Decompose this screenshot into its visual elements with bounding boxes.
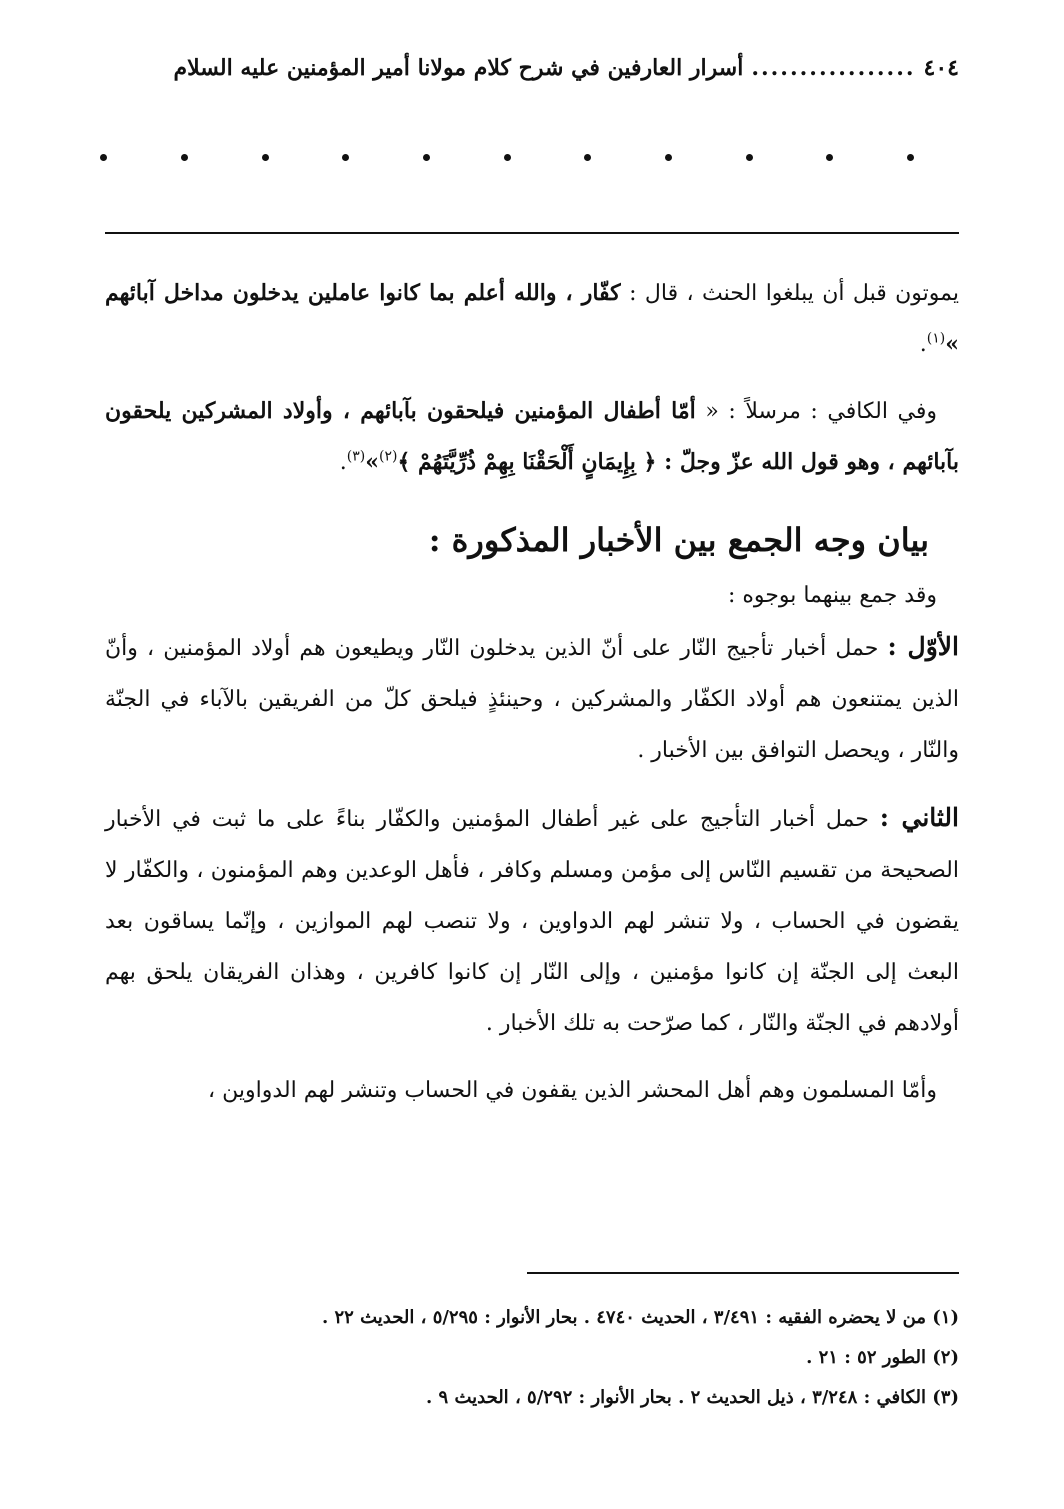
separator-dot <box>746 154 753 161</box>
header-title: أسرار العارفين في شرح كلام مولانا أمير المؤمنين عليه السلام <box>173 55 744 81</box>
continuation-paragraph: يموتون قبل أن يبلغوا الحنث ، قال : كفّار ، والله أعلم بما كانوا عاملين يدخلون مداخل آبائهم »$^{(١)}$. <box>105 280 960 357</box>
kafi-paragraph: وفي الكافي : مرسلاً : « أمّا أطفال المؤمنين فيلحقون بآبائهم ، وأولاد المشركين يلحقون بآبائهم ، وهو قول الله عزّ وجلّ : ﴿ بِإِيمَانٍ أَلْحَقْنَا بِهِمْ ذُرِّيَّتَهُمْ ﴾$^{(٢)}$»$^{(٣)}$. <box>105 398 959 475</box>
muslims-paragraph: وأمّا المسلمون وهم أهل المحشر الذين يقفون في الحساب وتنشر لهم الدواوين ، <box>208 1078 937 1103</box>
footnote-3: (٣) الكافي : ٣/٢٤٨ ، ذيل الحديث ٢ . بحار الأنوار : ٥/٢٩٢ ، الحديث ٩ . <box>425 1387 959 1408</box>
footnotes <box>105 1298 959 1418</box>
separator-dot <box>665 154 672 161</box>
footnote-ref[interactable]: (٣) <box>346 448 366 465</box>
section-heading: بيان وجه الجمع بين الأخبار المذكورة : <box>428 521 929 559</box>
footnote-ref[interactable]: (١) <box>926 330 946 347</box>
first-reconciliation: الأوّل : حمل أخبار تأجيج النّار على أنّ الذين يدخلون النّار ويطيعون هم أولاد المؤمنين ، وأنّ الذين يمتنعون هم أولاد الكفّار والمشركين ، وحينئذٍ فيلحق كلّ من الفريقين بالآباء في الجنّة والنّار ، ويحصل التوافق بين الأخبار . <box>105 632 959 763</box>
hadith-quote: كفّار ، والله أعلم بما كانوا عاملين يدخلون مداخل آبائهم » <box>105 280 959 357</box>
separator-dot <box>504 154 511 161</box>
separator-dot <box>342 154 349 161</box>
header-leader-dots: ................. <box>751 55 916 81</box>
running-header <box>105 48 959 88</box>
body-text <box>105 268 959 1132</box>
second-term: الثاني : <box>879 803 959 832</box>
separator-dot <box>262 154 269 161</box>
page-number: ٤٠٤ <box>923 55 959 81</box>
footnote-ref[interactable]: (٢) <box>379 448 398 465</box>
header-rule <box>105 232 959 234</box>
dot-separator-row <box>100 142 914 172</box>
hadith-quote: أمّا أطفال المؤمنين فيلحقون بآبائهم ، وأولاد المشركين يلحقون بآبائهم ، وهو قول الله عزّ وجلّ : ﴿ بِإِيمَانٍ أَلْحَقْنَا بِهِمْ ذُرِّيَّتَهُمْ ﴾ <box>105 398 959 475</box>
separator-dot <box>907 154 914 161</box>
intro-paragraph: وقد جمع بينهما بوجوه : <box>727 583 937 608</box>
separator-dot <box>423 154 430 161</box>
separator-dot <box>100 154 107 161</box>
footnote-2: (٢) الطور ٥٢ : ٢١ . <box>806 1347 959 1368</box>
first-term: الأوّل : <box>887 632 959 661</box>
separator-dot <box>584 154 591 161</box>
separator-dot <box>826 154 833 161</box>
footnote-rule <box>527 1272 959 1274</box>
footnote-1: (١) من لا يحضره الفقيه : ٣/٤٩١ ، الحديث ٤٧٤٠ . بحار الأنوار : ٥/٢٩٥ ، الحديث ٢٢ . <box>321 1307 959 1328</box>
second-reconciliation: الثاني : حمل أخبار التأجيج على غير أطفال المؤمنين والكفّار بناءً على ما ثبت في الأخبار الصحيحة من تقسيم النّاس إلى مؤمن ومسلم وكافر ، فأهل الوعدين وهم المؤمنون ، والكفّار لا يقضون في الحساب ، ولا تنشر لهم الدواوين ، ولا تنصب لهم الموازين ، وإنّما يساقون بعد البعث إلى الجنّة إن كانوا مؤمنين ، وإلى النّار إن كانوا كافرين ، وهذان الفريقان يلحق بهم أولادهم في الجنّة والنّار ، كما صرّحت به تلك الأخبار . <box>105 803 959 1036</box>
separator-dot <box>181 154 188 161</box>
